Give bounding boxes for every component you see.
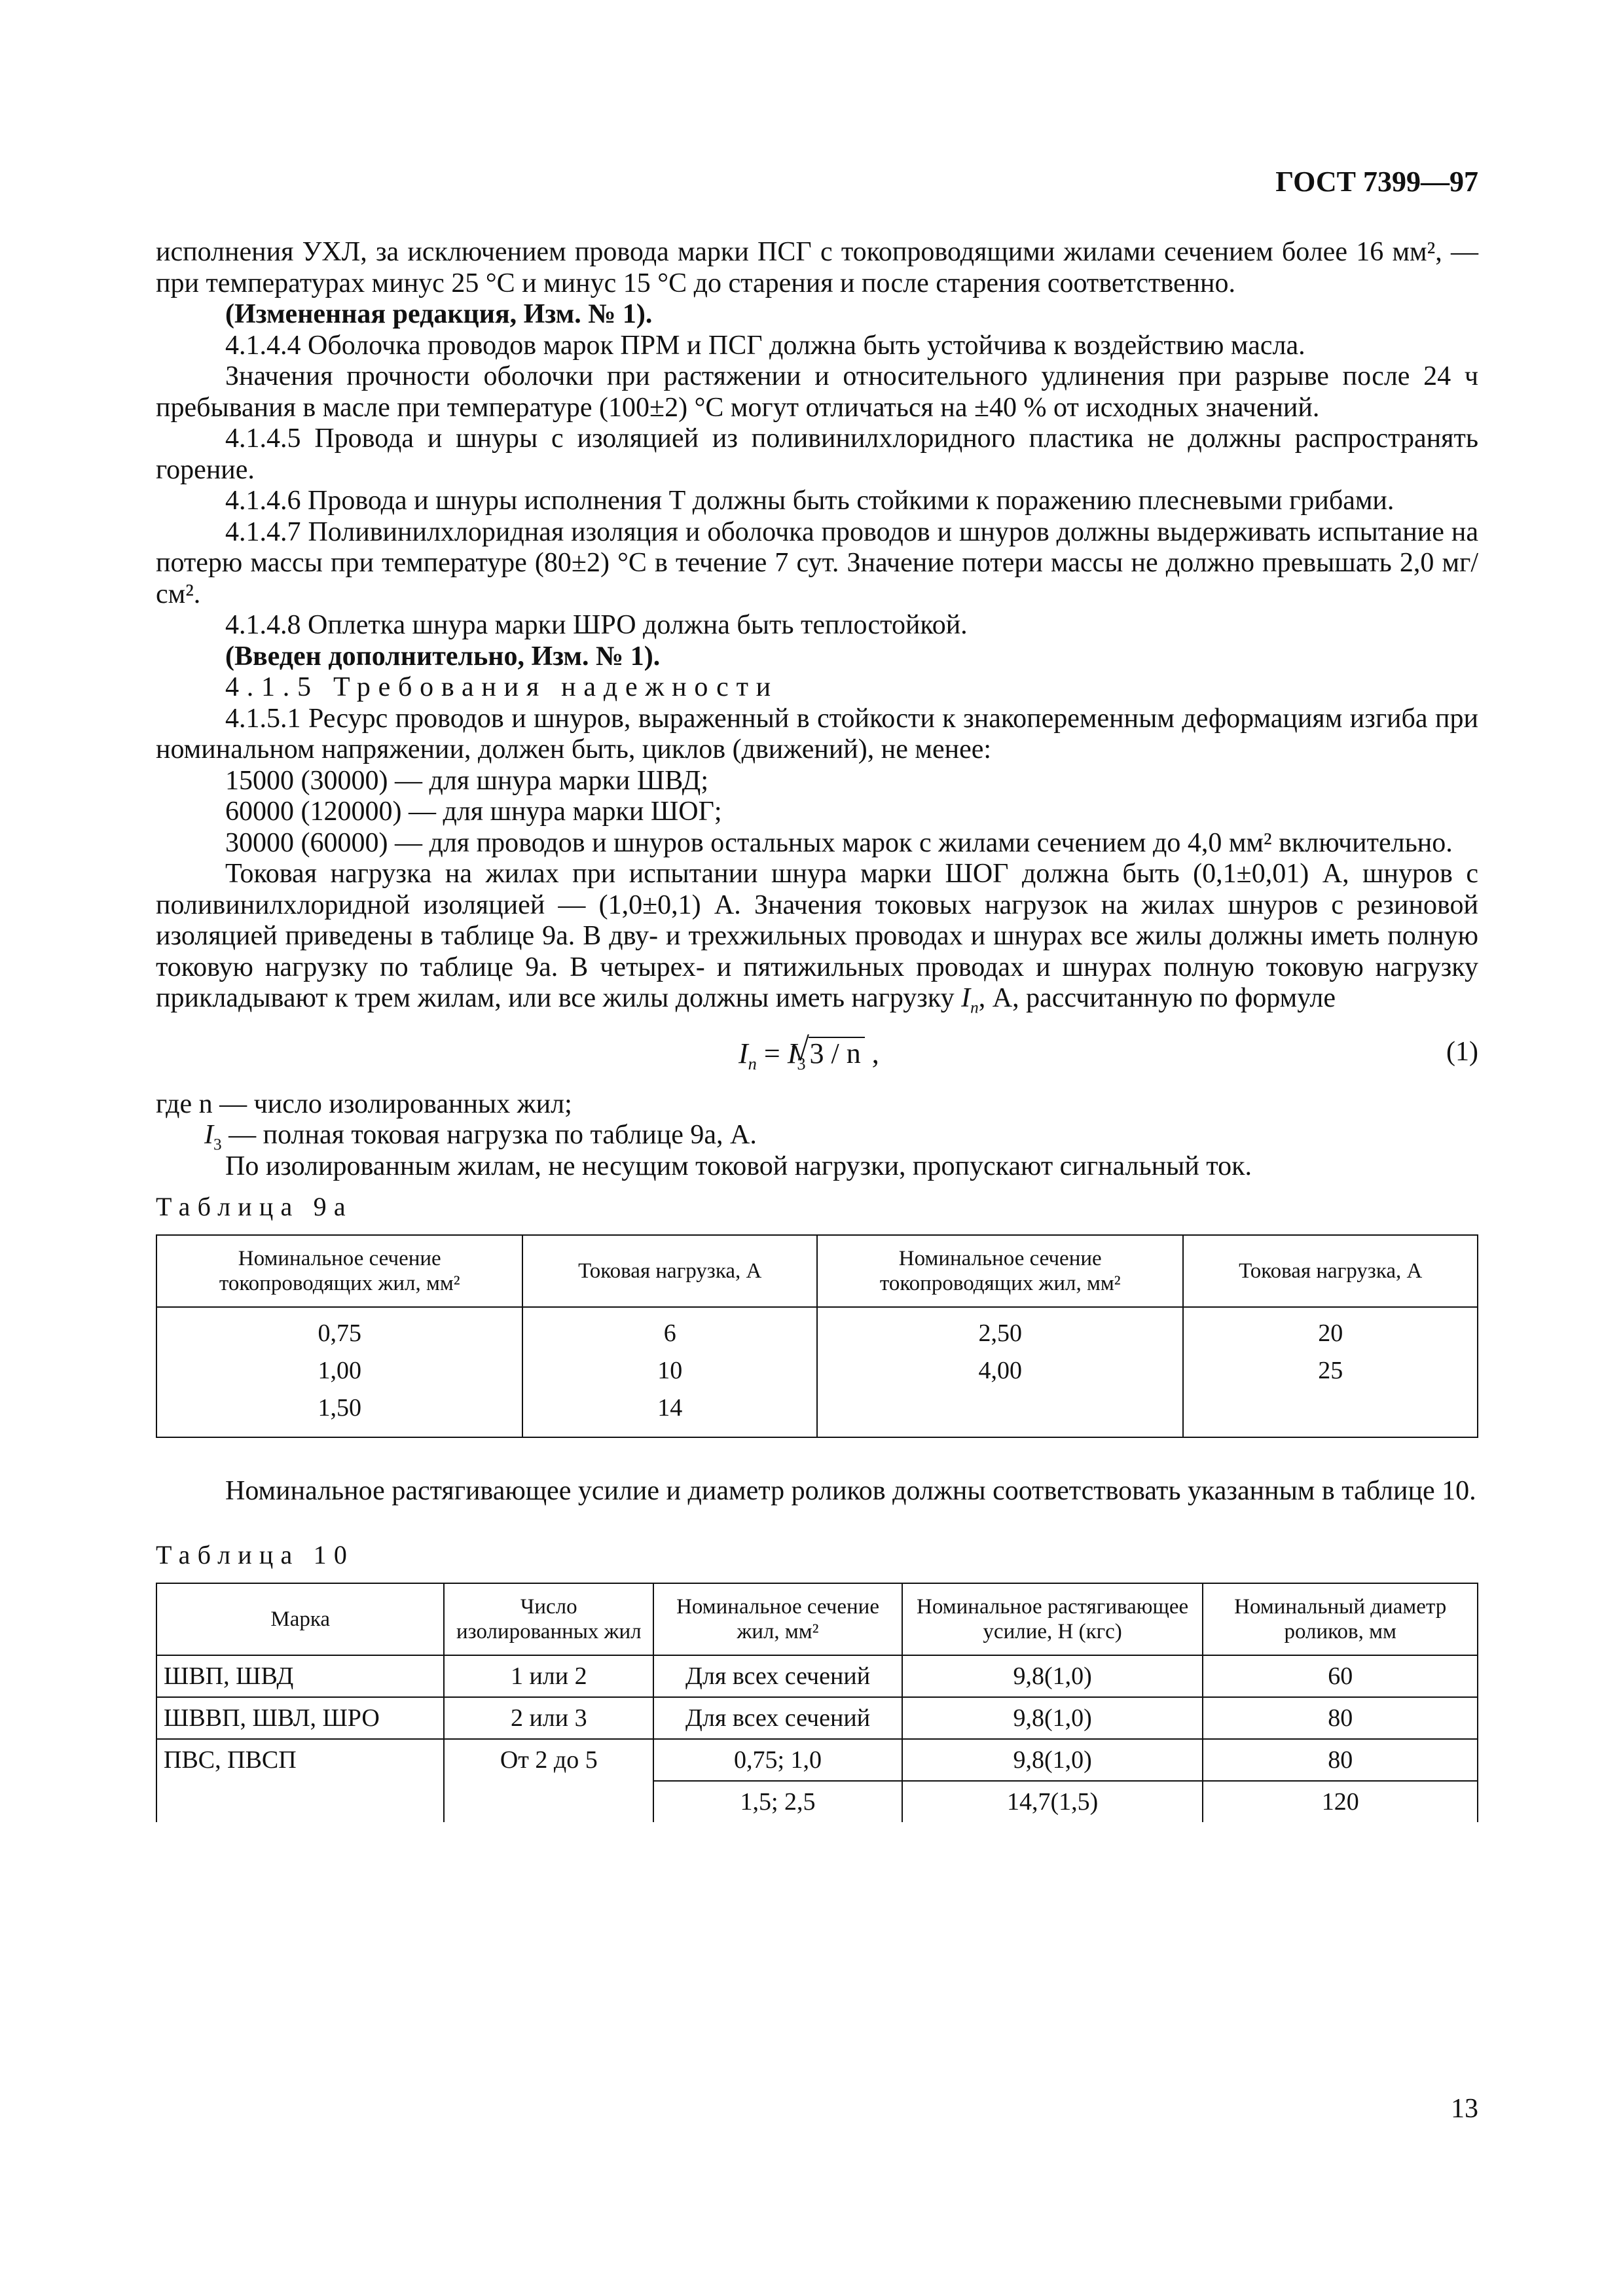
paragraph: По изолированным жилам, не несущим токовой нагрузки, пропускают сигнальный ток. bbox=[225, 1151, 1252, 1181]
table-cell: ШВВП, ШВЛ, ШРО bbox=[156, 1697, 444, 1739]
table-9a bbox=[156, 1234, 1478, 1438]
formula-legend bbox=[156, 1120, 1478, 1154]
table-header-cell: Номинальный диаметр роликов, мм bbox=[1203, 1583, 1478, 1655]
table-header-cell: Номинальное сечение токопроводящих жил, мм² bbox=[156, 1235, 522, 1307]
table-cell: 1 или 2 bbox=[444, 1655, 653, 1697]
table-10 bbox=[156, 1583, 1478, 1822]
table-row bbox=[156, 1739, 1478, 1781]
formula bbox=[156, 1024, 1478, 1089]
paragraph bbox=[156, 859, 1478, 1017]
table-header-cell: Номинальное сечение токопроводящих жил, мм² bbox=[817, 1235, 1183, 1307]
variable: I bbox=[204, 1120, 213, 1150]
table-cell: 9,8(1,0) bbox=[902, 1655, 1203, 1697]
table-cell: 1,5; 2,5 bbox=[653, 1781, 902, 1822]
table-cell: 9,8(1,0) bbox=[902, 1697, 1203, 1739]
section-heading: 4.1.5 Требования надежности bbox=[225, 672, 778, 702]
table-caption: Таблица 9а bbox=[156, 1192, 353, 1221]
list-item: 15000 (30000) — для шнура марки ШВД; bbox=[225, 765, 708, 796]
table-header-cell: Марка bbox=[156, 1583, 444, 1655]
table-cell: 6 bbox=[522, 1307, 817, 1352]
formula-sub: 3 bbox=[797, 1053, 806, 1073]
variable-subscript: n bbox=[970, 999, 979, 1017]
formula-sub: n bbox=[748, 1053, 757, 1073]
paragraph: исполнения УХЛ, за исключением провода марки ПСГ с токопроводящими жилами сечением более 16 мм², — при температурах минус 25 °С и минус 15 °С до старения и после старения соответственно. bbox=[156, 237, 1478, 298]
table-header-cell: Номинальное сечение жил, мм² bbox=[653, 1583, 902, 1655]
table-cell: 14 bbox=[522, 1390, 817, 1437]
table-cell: 1,50 bbox=[156, 1390, 522, 1437]
list-item: 60000 (120000) — для шнура марки ШОГ; bbox=[225, 797, 722, 827]
table-header-cell: Токовая нагрузка, А bbox=[522, 1235, 817, 1307]
formula-equals: = bbox=[756, 1037, 788, 1069]
table-cell bbox=[817, 1390, 1183, 1437]
table-header-cell: Число изолированных жил bbox=[444, 1583, 653, 1655]
formula-root bbox=[809, 1037, 865, 1069]
table-cell: 0,75; 1,0 bbox=[653, 1739, 902, 1781]
table-cell: 10 bbox=[522, 1352, 817, 1390]
paragraph: 4.1.4.6 Провода и шнуры исполнения Т должны быть стойкими к поражению плесневыми грибами. bbox=[225, 486, 1395, 516]
table-row bbox=[156, 1697, 1478, 1739]
paragraph: 4.1.4.8 Оплетка шнура марки ШРО должна быть теплостойкой. bbox=[225, 610, 968, 640]
table-cell: 20 bbox=[1183, 1307, 1478, 1352]
paragraph: 4.1.4.5 Провода и шнуры с изоляцией из поливинилхлоридного пластика не должны распространять горение. bbox=[156, 423, 1478, 485]
table-cell: 80 bbox=[1203, 1739, 1478, 1781]
table-cell: 120 bbox=[1203, 1781, 1478, 1822]
table-header-row bbox=[156, 1235, 1478, 1307]
table-cell: 4,00 bbox=[817, 1352, 1183, 1390]
amendment-note: (Введен дополнительно, Изм. № 1). bbox=[225, 641, 661, 672]
table-cell: Для всех сечений bbox=[653, 1697, 902, 1739]
legend-text: — полная токовая нагрузка по таблице 9а, А. bbox=[221, 1120, 757, 1150]
table-cell: От 2 до 5 bbox=[444, 1739, 653, 1822]
variable-subscript: 3 bbox=[213, 1136, 222, 1154]
document-body bbox=[156, 237, 1478, 1822]
table-cell: 60 bbox=[1203, 1655, 1478, 1697]
table-cell: 9,8(1,0) bbox=[902, 1739, 1203, 1781]
formula-root-content: 3 / n bbox=[809, 1037, 861, 1069]
table-cell: ПВС, ПВСП bbox=[156, 1739, 444, 1822]
formula-legend: где n — число изолированных жил; bbox=[156, 1088, 572, 1119]
page-number: 13 bbox=[1451, 2094, 1478, 2124]
amendment-note: (Измененная редакция, Изм. № 1). bbox=[225, 299, 653, 329]
formula-comma: , bbox=[864, 1037, 879, 1069]
table-row bbox=[156, 1352, 1478, 1390]
table-cell: 80 bbox=[1203, 1697, 1478, 1739]
table-cell: 0,75 bbox=[156, 1307, 522, 1352]
paragraph: 4.1.5.1 Ресурс проводов и шнуров, выраженный в стойкости к знакопеременным деформациям изгиба при номинальном напряжении, должен быть, циклов (движений), не менее: bbox=[156, 703, 1478, 764]
table-row bbox=[156, 1655, 1478, 1697]
table-cell: 14,7(1,5) bbox=[902, 1781, 1203, 1822]
document-id: ГОСТ 7399—97 bbox=[1275, 166, 1478, 198]
table-header-cell: Токовая нагрузка, А bbox=[1183, 1235, 1478, 1307]
table-cell: 2 или 3 bbox=[444, 1697, 653, 1739]
formula-var: I bbox=[787, 1037, 797, 1069]
table-cell: 2,50 bbox=[817, 1307, 1183, 1352]
formula-var: I bbox=[739, 1037, 748, 1069]
paragraph: 4.1.4.4 Оболочка проводов марок ПРМ и ПСГ должна быть устойчива к воздействию масла. bbox=[225, 330, 1305, 361]
table-row bbox=[156, 1307, 1478, 1352]
table-header-row bbox=[156, 1583, 1478, 1655]
formula-number: (1) bbox=[1446, 1036, 1478, 1067]
list-item: 30000 (60000) — для проводов и шнуров остальных марок с жилами сечением до 4,0 мм² включительно. bbox=[225, 827, 1453, 858]
paragraph: Значения прочности оболочки при растяжении и относительного удлинения при разрыве после 24 ч пребывания в масле при температуре (100±2) °С могут отличаться на ±40 % от исходных значений. bbox=[156, 361, 1478, 423]
paragraph: 4.1.4.7 Поливинилхлоридная изоляция и оболочка проводов и шнуров должны выдерживать испытание на потерю массы при температуре (80±2) °С в течение 7 сут. Значение потери массы не должно превышать 2,0 мг/см². bbox=[156, 516, 1478, 609]
table-cell: 1,00 bbox=[156, 1352, 522, 1390]
table-row bbox=[156, 1390, 1478, 1437]
table-cell: Для всех сечений bbox=[653, 1655, 902, 1697]
table-cell bbox=[1183, 1390, 1478, 1437]
paragraph-text: Токовая нагрузка на жилах при испытании шнура марки ШОГ должна быть (0,1±0,01) А, шнуров с поливинилхлоридной изоляцией — (1,0±0,1) А. Значения токовых нагрузок на жилах шнуров с резиновой изоляцией приведены в таблице 9а. В дву- и трехжильных проводах и шнурах все жилы должны иметь полную токовую нагрузку по таблице 9а. В четырех- и пятижильных проводах и шнурах полную токовую нагрузку прикладывают к трем жилам, или все жилы должны иметь нагрузку bbox=[156, 859, 1478, 1013]
table-caption: Таблица 10 bbox=[156, 1540, 355, 1570]
variable: I bbox=[961, 983, 971, 1013]
table-cell: 25 bbox=[1183, 1352, 1478, 1390]
paragraph-text: , А, рассчитанную по формуле bbox=[978, 983, 1336, 1013]
formula-expression bbox=[739, 1037, 879, 1073]
table-header-cell: Номинальное растягивающее усилие, Н (кгс) bbox=[902, 1583, 1203, 1655]
paragraph: Номинальное растягивающее усилие и диаметр роликов должны соответствовать указанным в таблице 10. bbox=[225, 1475, 1476, 1506]
table-cell: ШВП, ШВД bbox=[156, 1655, 444, 1697]
